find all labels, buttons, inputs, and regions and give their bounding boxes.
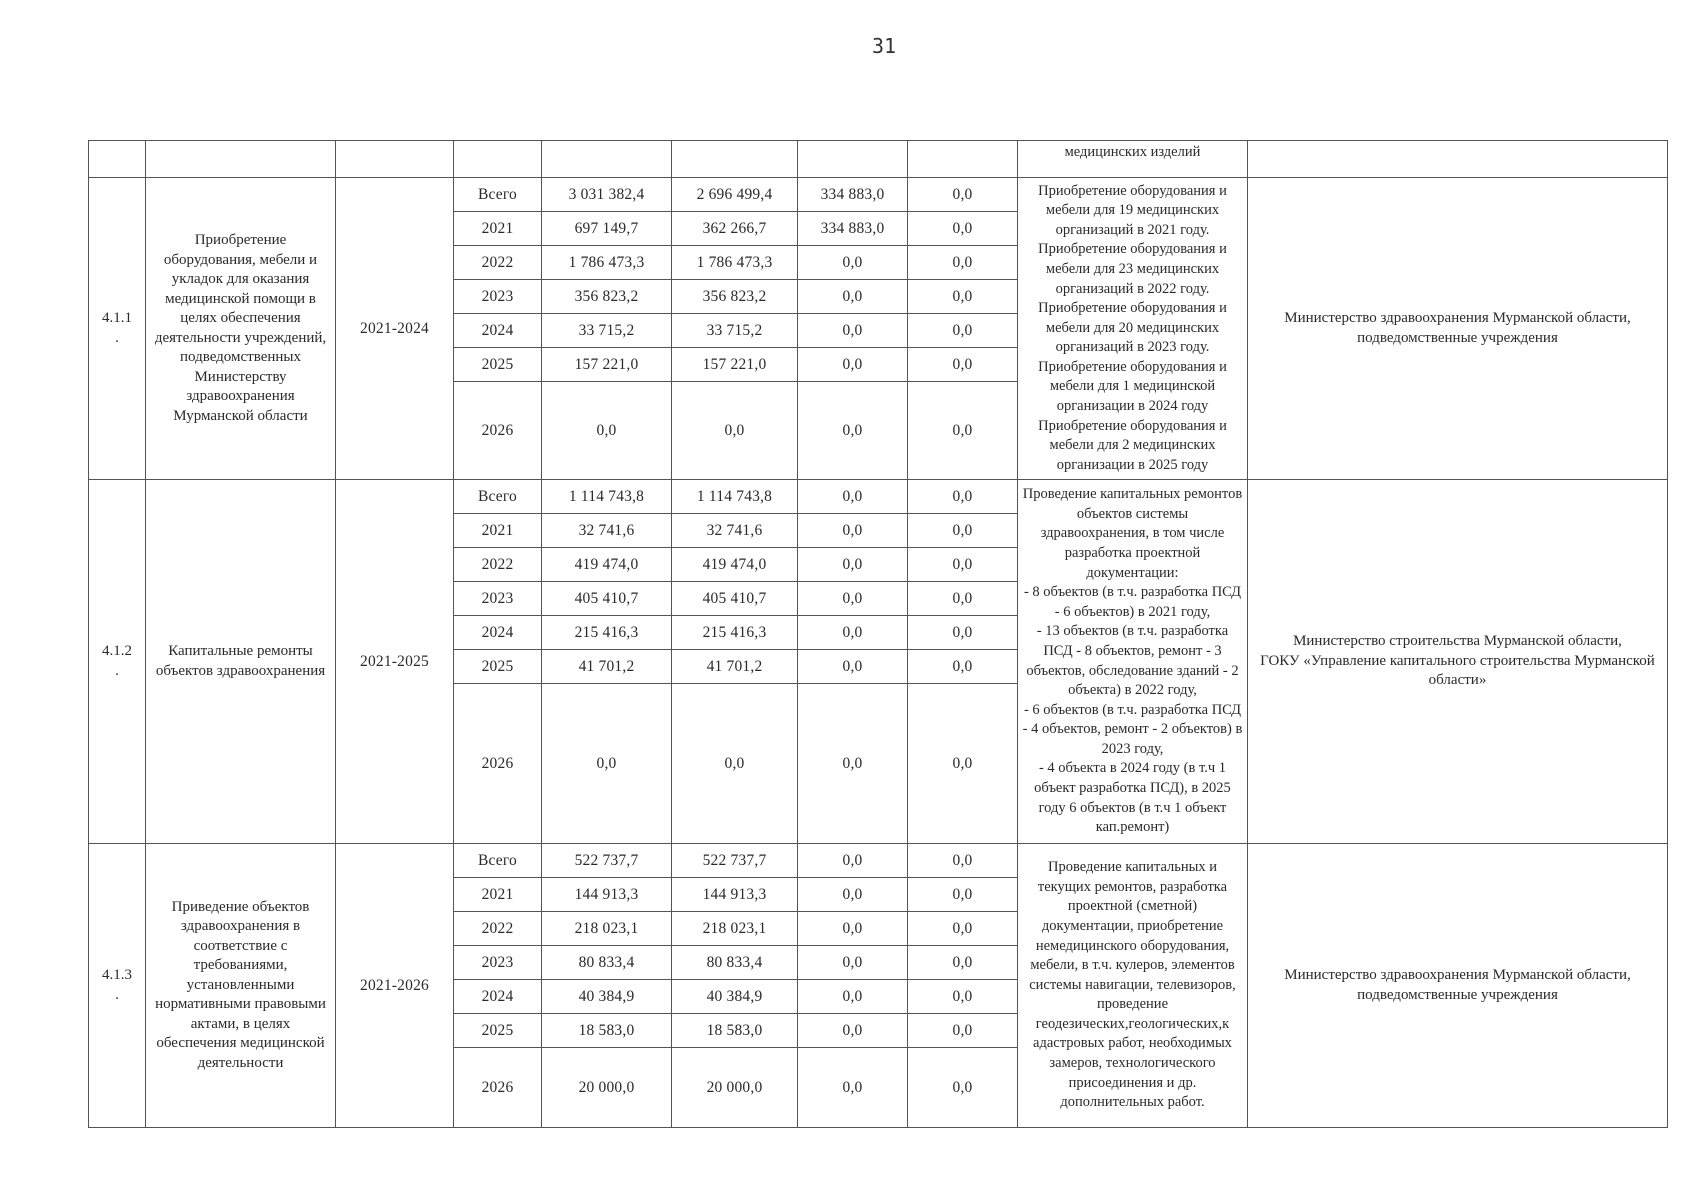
amount-regional: 80 833,4 [672,946,798,980]
amount-other: 0,0 [908,178,1018,212]
amount-federal: 0,0 [798,246,908,280]
year-label: 2026 [454,684,542,844]
amount-total: 41 701,2 [542,650,672,684]
year-label: 2025 [454,650,542,684]
amount-regional: 419 474,0 [672,548,798,582]
amount-other: 0,0 [908,514,1018,548]
amount-other: 0,0 [908,980,1018,1014]
amount-regional: 32 741,6 [672,514,798,548]
amount-total: 405 410,7 [542,582,672,616]
amount-federal: 0,0 [798,480,908,514]
amount-other: 0,0 [908,684,1018,844]
continuation-cell [798,140,908,178]
amount-federal: 0,0 [798,980,908,1014]
amount-other: 0,0 [908,382,1018,480]
measure-description: Приобретение оборудования и мебели для 19 медицинских организаций в 2021 году. Приобретение оборудования и мебели для 23 медицинских организаций в 2022 году. Приобретение оборудования и мебели для 20 медицинских организаций в 2023 году. Приобретение оборудования и мебели для 1 медицинской организации в 2024 году Приобретение оборудования и мебели для 2 медицинских организации в 2025 году [1018,178,1248,480]
amount-other: 0,0 [908,878,1018,912]
amount-federal: 0,0 [798,844,908,878]
page-number: 31 [871,34,897,58]
continuation-cell [88,140,146,178]
amount-other: 0,0 [908,246,1018,280]
amount-federal: 0,0 [798,514,908,548]
amount-regional: 362 266,7 [672,212,798,246]
amount-total: 697 149,7 [542,212,672,246]
amount-regional: 215 416,3 [672,616,798,650]
amount-other: 0,0 [908,616,1018,650]
year-label: 2026 [454,1048,542,1128]
amount-regional: 2 696 499,4 [672,178,798,212]
row-code: 4.1.2 . [88,480,146,844]
year-label: 2024 [454,314,542,348]
amount-total: 32 741,6 [542,514,672,548]
executor: Министерство здравоохранения Мурманской области, подведомственные учреждения [1248,844,1668,1128]
amount-federal: 0,0 [798,280,908,314]
amount-federal: 0,0 [798,314,908,348]
amount-regional: 18 583,0 [672,1014,798,1048]
amount-total: 80 833,4 [542,946,672,980]
amount-regional: 144 913,3 [672,878,798,912]
amount-federal: 0,0 [798,1048,908,1128]
amount-total: 215 416,3 [542,616,672,650]
amount-other: 0,0 [908,212,1018,246]
amount-regional: 405 410,7 [672,582,798,616]
amount-federal: 0,0 [798,616,908,650]
amount-other: 0,0 [908,548,1018,582]
year-label: 2022 [454,548,542,582]
amount-federal: 0,0 [798,912,908,946]
amount-federal: 0,0 [798,878,908,912]
amount-other: 0,0 [908,348,1018,382]
row-code: 4.1.3 . [88,844,146,1128]
amount-regional: 1 786 473,3 [672,246,798,280]
implementation-period: 2021-2024 [336,178,454,480]
amount-other: 0,0 [908,280,1018,314]
amount-total: 522 737,7 [542,844,672,878]
amount-total: 0,0 [542,382,672,480]
amount-other: 0,0 [908,1048,1018,1128]
year-label: 2022 [454,246,542,280]
amount-total: 18 583,0 [542,1014,672,1048]
amount-federal: 0,0 [798,946,908,980]
amount-total: 33 715,2 [542,314,672,348]
implementation-period: 2021-2025 [336,480,454,844]
year-label: 2022 [454,912,542,946]
amount-regional: 522 737,7 [672,844,798,878]
measure-description: Проведение капитальных ремонтов объектов системы здравоохранения, в том числе разработка проектной документации: - 8 объектов (в т.ч. разработка ПСД - 6 объектов) в 2021 году, - 13 объектов (в т.ч. разработка ПСД - 8 объектов, ремонт - 3 объектов, обследование зданий - 2 объекта) в 2022 году, - 6 объектов (в т.ч. разработка ПСД - 4 объектов, ремонт - 2 объектов) в 2023 году, - 4 объекта в 2024 году (в т.ч 1 объект разработка ПСД), в 2025 году 6 объектов (в т.ч 1 объект кап.ремонт) [1018,480,1248,844]
year-label: Всего [454,178,542,212]
amount-total: 40 384,9 [542,980,672,1014]
implementation-period: 2021-2026 [336,844,454,1128]
amount-federal: 0,0 [798,548,908,582]
year-label: 2023 [454,946,542,980]
amount-regional: 41 701,2 [672,650,798,684]
amount-federal: 0,0 [798,582,908,616]
amount-total: 20 000,0 [542,1048,672,1128]
amount-regional: 356 823,2 [672,280,798,314]
measure-description: Проведение капитальных и текущих ремонтов, разработка проектной (сметной) документации, приобретение немедицинского оборудования, мебели, в т.ч. кулеров, элементов системы навигации, телевизоров, проведение геодезических,геологических,к адастровых работ, необходимых замеров, технологического присоединения и др. дополнительных работ. [1018,844,1248,1128]
measure-name: Приведение объектов здравоохранения в соответствие с требованиями, установленными нормативными правовыми актами, в целях обеспечения медицинской деятельности [146,844,336,1128]
amount-other: 0,0 [908,912,1018,946]
amount-other: 0,0 [908,650,1018,684]
continuation-cell [672,140,798,178]
continuation-cell [336,140,454,178]
continuation-cell [1248,140,1668,178]
year-label: Всего [454,844,542,878]
amount-other: 0,0 [908,314,1018,348]
amount-other: 0,0 [908,946,1018,980]
executor: Министерство здравоохранения Мурманской области, подведомственные учреждения [1248,178,1668,480]
year-label: 2021 [454,878,542,912]
amount-total: 1 114 743,8 [542,480,672,514]
amount-federal: 334 883,0 [798,178,908,212]
continuation-description: медицинских изделий [1018,140,1248,178]
amount-federal: 0,0 [798,382,908,480]
amount-total: 1 786 473,3 [542,246,672,280]
year-label: 2021 [454,212,542,246]
year-label: 2025 [454,348,542,382]
amount-federal: 0,0 [798,1014,908,1048]
year-label: Всего [454,480,542,514]
executor: Министерство строительства Мурманской области, ГОКУ «Управление капитального строительства Мурманской области» [1248,480,1668,844]
amount-federal: 0,0 [798,650,908,684]
amount-regional: 0,0 [672,684,798,844]
amount-regional: 20 000,0 [672,1048,798,1128]
amount-total: 0,0 [542,684,672,844]
amount-total: 356 823,2 [542,280,672,314]
continuation-cell [908,140,1018,178]
year-label: 2024 [454,616,542,650]
amount-total: 144 913,3 [542,878,672,912]
continuation-cell [454,140,542,178]
amount-regional: 218 023,1 [672,912,798,946]
amount-federal: 334 883,0 [798,212,908,246]
year-label: 2024 [454,980,542,1014]
amount-total: 157 221,0 [542,348,672,382]
amount-other: 0,0 [908,1014,1018,1048]
amount-regional: 40 384,9 [672,980,798,1014]
amount-other: 0,0 [908,844,1018,878]
amount-regional: 0,0 [672,382,798,480]
measure-name: Приобретение оборудования, мебели и укладок для оказания медицинской помощи в целях обеспечения деятельности учреждений, подведомственных Министерству здравоохранения Мурманской области [146,178,336,480]
continuation-cell [146,140,336,178]
year-label: 2021 [454,514,542,548]
amount-total: 419 474,0 [542,548,672,582]
year-label: 2025 [454,1014,542,1048]
year-label: 2023 [454,280,542,314]
program-table [88,140,1668,1130]
amount-regional: 33 715,2 [672,314,798,348]
amount-regional: 1 114 743,8 [672,480,798,514]
year-label: 2026 [454,382,542,480]
year-label: 2023 [454,582,542,616]
amount-total: 218 023,1 [542,912,672,946]
amount-federal: 0,0 [798,684,908,844]
continuation-cell [542,140,672,178]
amount-other: 0,0 [908,480,1018,514]
amount-total: 3 031 382,4 [542,178,672,212]
amount-regional: 157 221,0 [672,348,798,382]
amount-other: 0,0 [908,582,1018,616]
measure-name: Капитальные ремонты объектов здравоохранения [146,480,336,844]
amount-federal: 0,0 [798,348,908,382]
row-code: 4.1.1 . [88,178,146,480]
